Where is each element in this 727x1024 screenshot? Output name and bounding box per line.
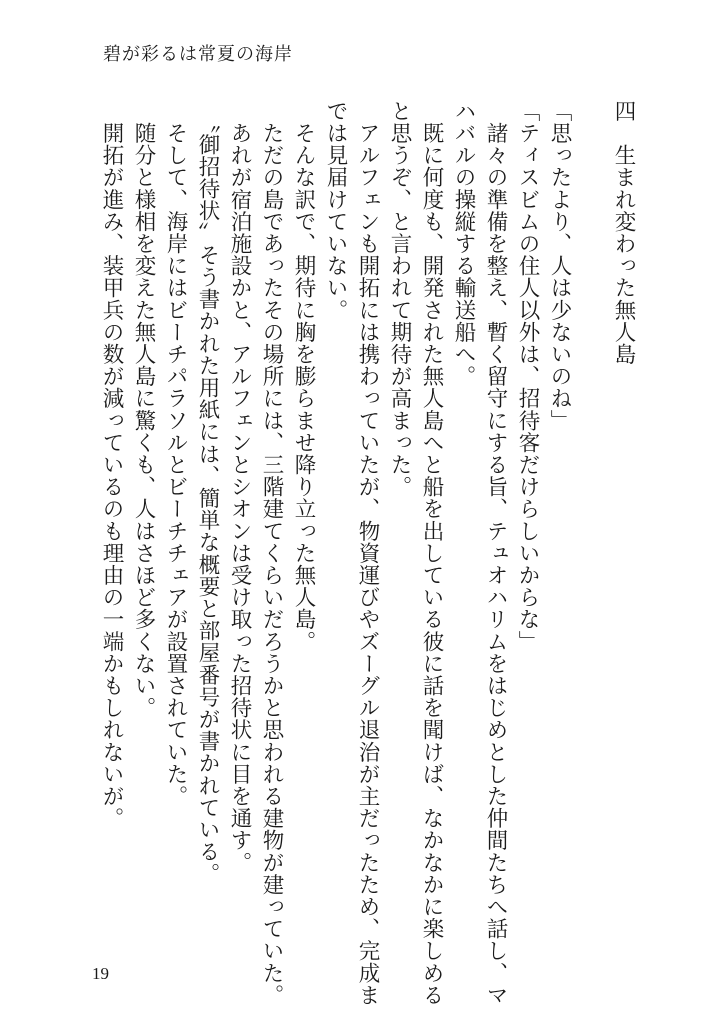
text-line: そして、海岸にはビーチパラソルとビーチチェアが設置されていた。 <box>163 100 188 808</box>
text-line: そんな訳で、期待に胸を膨らませ降り立った無人島。 <box>291 100 316 653</box>
text-line: 「思ったより、人は少ないのね」 <box>547 100 572 432</box>
page-number: 19 <box>92 964 109 983</box>
text-line: と思うぞ、と言われて期待が高まった。 <box>387 100 412 498</box>
text-line: アルフェンも開拓には携わっていたが、物資運びやズーグル退治が主だったため、完成ま <box>355 100 380 1007</box>
text-line: 既に何度も、開発された無人島へと船を出している彼に話を聞けば、なかなかに楽しめる <box>419 100 444 1007</box>
text-line: ハバルの操縦する輸送船へ。 <box>451 100 476 388</box>
chapter-title: 四 生まれ変わった無人島 <box>611 100 636 366</box>
text-line: 随分と様相を変えた無人島に驚くも、人はさほど多くない。 <box>131 100 156 719</box>
text-line: 〝御招待状〟そう書かれた用紙には、簡単な概要と部屋番号が書かれている。 <box>195 100 220 885</box>
text-line: あれが宿泊施設かと、アルフェンとシオンは受け取った招待状に目を通す。 <box>227 100 252 874</box>
text-line: では見届けていない。 <box>323 100 348 321</box>
running-header: 碧が彩るは常夏の海岸 <box>103 44 293 65</box>
text-line: 「ティスビムの住人以外は、招待客だけらしいからな」 <box>515 100 540 653</box>
chapter-spacer <box>575 100 607 980</box>
text-line: ただの島であったその場所には、三階建てくらいだろうかと思われる建物が建っていた。 <box>259 100 284 1007</box>
text-line: 諸々の準備を整え、暫く留守にする旨、テュオハリムをはじめとした仲間たちへ話し、マ <box>483 100 508 1007</box>
vertical-body-text <box>95 100 639 1007</box>
text-line: 開拓が進み、装甲兵の数が減っているのも理由の一端かもしれないが。 <box>99 100 124 830</box>
